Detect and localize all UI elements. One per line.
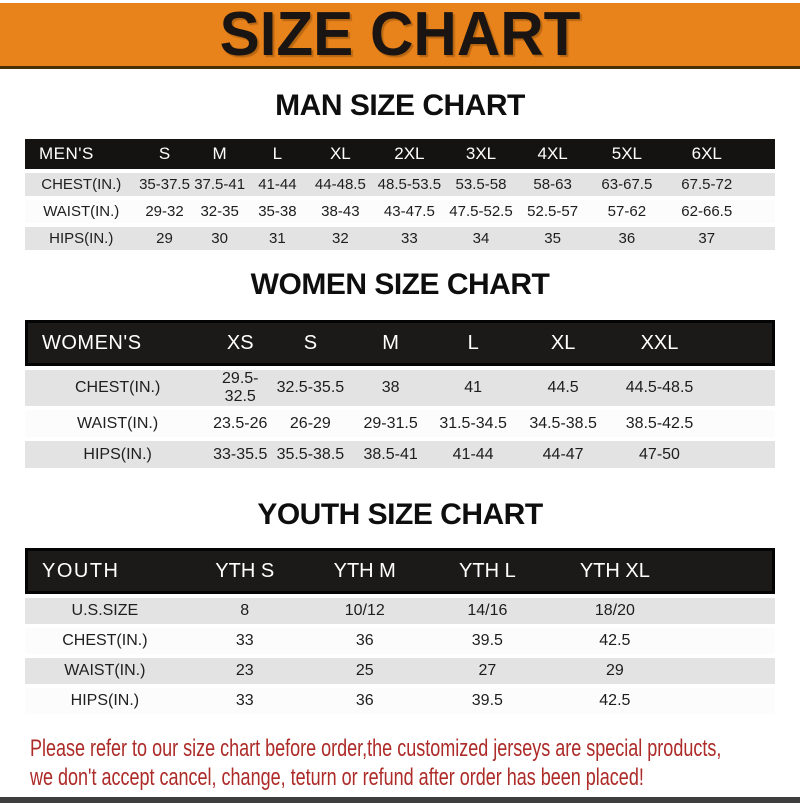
size-header-cell [680,548,775,594]
value-cell: 8 [185,598,305,624]
table-row [25,370,775,406]
size-header-cell [708,320,775,366]
value-cell: 44-47 [516,441,611,468]
row-label-cell: HIPS(IN.) [25,227,138,250]
value-cell: 35-37.5 [138,173,192,196]
size-header-cell: XL [307,139,374,169]
table-header-row [25,320,775,366]
value-cell: 29-32 [138,200,192,223]
table-row [25,688,775,714]
value-cell: 41-44 [248,173,307,196]
men-section-title: MAN SIZE CHART [275,89,525,122]
value-cell: 23 [185,658,305,684]
size-header-cell [748,139,775,169]
value-cell: 32-35 [192,200,248,223]
size-header-cell: YTH XL [550,548,680,594]
size-chart-banner [0,0,800,69]
value-cell: 25 [305,658,425,684]
size-header-cell: L [431,320,516,366]
value-cell: 44.5 [516,370,611,406]
banner-title: SIZE CHART [219,0,581,69]
value-cell: 33 [185,628,305,654]
men-size-table [25,135,775,254]
row-label-cell: CHEST(IN.) [25,173,138,196]
table-row [25,173,775,196]
value-cell: 35 [517,227,588,250]
size-header-cell: YTH L [425,548,550,594]
value-cell: 34.5-38.5 [516,410,611,437]
value-cell: 47-50 [611,441,709,468]
table-row [25,227,775,250]
value-cell: 30 [192,227,248,250]
value-cell [708,441,775,468]
value-cell: 23.5-26 [210,410,270,437]
size-header-cell: S [138,139,192,169]
table-title-cell: YOUTH [25,548,185,594]
table-header-row [25,548,775,594]
women-section-title: WOMEN SIZE CHART [250,268,550,301]
value-cell: 29 [550,658,680,684]
value-cell: 58-63 [517,173,588,196]
table-row [25,658,775,684]
row-label-cell: HIPS(IN.) [25,441,210,468]
value-cell: 36 [305,688,425,714]
value-cell: 31.5-34.5 [431,410,516,437]
size-header-cell: 2XL [374,139,445,169]
value-cell: 31 [248,227,307,250]
size-header-cell: XS [210,320,270,366]
value-cell: 33-35.5 [210,441,270,468]
value-cell: 63-67.5 [588,173,665,196]
value-cell: 39.5 [425,688,550,714]
value-cell: 29 [138,227,192,250]
row-label-cell: CHEST(IN.) [25,628,185,654]
value-cell: 29-31.5 [351,410,431,437]
value-cell: 42.5 [550,628,680,654]
value-cell: 42.5 [550,688,680,714]
size-header-cell: 6XL [665,139,748,169]
size-header-cell: S [270,320,350,366]
table-row [25,410,775,437]
table-row [25,441,775,468]
table-title-cell: WOMEN'S [25,320,210,366]
table-header-row [25,139,775,169]
value-cell: 38 [351,370,431,406]
disclaimer-line-2: we don't accept cancel, change, teturn or refund after order has been placed! [30,764,644,791]
disclaimer [30,734,800,792]
value-cell: 39.5 [425,628,550,654]
value-cell: 36 [588,227,665,250]
value-cell: 62-66.5 [665,200,748,223]
youth-size-table [25,544,775,718]
value-cell: 41 [431,370,516,406]
row-label-cell: WAIST(IN.) [25,410,210,437]
value-cell [708,410,775,437]
value-cell: 34 [445,227,517,250]
row-label-cell: HIPS(IN.) [25,688,185,714]
value-cell: 47.5-52.5 [445,200,517,223]
value-cell: 52.5-57 [517,200,588,223]
size-header-cell: YTH S [185,548,305,594]
size-header-cell: YTH M [305,548,425,594]
value-cell: 33 [374,227,445,250]
youth-section-title: YOUTH SIZE CHART [257,498,543,531]
row-label-cell: WAIST(IN.) [25,658,185,684]
size-header-cell: XL [516,320,611,366]
table-row [25,200,775,223]
value-cell: 36 [305,628,425,654]
table-row [25,598,775,624]
value-cell: 38.5-42.5 [611,410,709,437]
value-cell: 37 [665,227,748,250]
size-header-cell: XXL [611,320,709,366]
value-cell: 41-44 [431,441,516,468]
value-cell [748,227,775,250]
size-header-cell: L [248,139,307,169]
value-cell: 10/12 [305,598,425,624]
value-cell: 14/16 [425,598,550,624]
value-cell: 43-47.5 [374,200,445,223]
value-cell: 38.5-41 [351,441,431,468]
value-cell: 35.5-38.5 [270,441,350,468]
value-cell: 29.5-32.5 [210,370,270,406]
value-cell: 32 [307,227,374,250]
value-cell: 32.5-35.5 [270,370,350,406]
value-cell: 38-43 [307,200,374,223]
women-size-table [25,316,775,472]
value-cell [708,370,775,406]
table-row [25,628,775,654]
value-cell: 57-62 [588,200,665,223]
value-cell: 26-29 [270,410,350,437]
table-title-cell: MEN'S [25,139,138,169]
value-cell: 18/20 [550,598,680,624]
value-cell [748,173,775,196]
row-label-cell: U.S.SIZE [25,598,185,624]
value-cell [680,688,775,714]
value-cell: 48.5-53.5 [374,173,445,196]
value-cell: 53.5-58 [445,173,517,196]
value-cell: 67.5-72 [665,173,748,196]
value-cell [748,200,775,223]
value-cell: 37.5-41 [192,173,248,196]
value-cell [680,658,775,684]
disclaimer-line-1: Please refer to our size chart before order,the customized jerseys are special products, [30,735,722,762]
value-cell: 27 [425,658,550,684]
value-cell: 35-38 [248,200,307,223]
row-label-cell: WAIST(IN.) [25,200,138,223]
size-header-cell: 4XL [517,139,588,169]
size-header-cell: 3XL [445,139,517,169]
size-header-cell: 5XL [588,139,665,169]
value-cell: 44-48.5 [307,173,374,196]
bottom-border-strip [0,797,800,803]
size-header-cell: M [192,139,248,169]
value-cell [680,598,775,624]
value-cell: 33 [185,688,305,714]
value-cell: 44.5-48.5 [611,370,709,406]
value-cell [680,628,775,654]
row-label-cell: CHEST(IN.) [25,370,210,406]
size-header-cell: M [351,320,431,366]
